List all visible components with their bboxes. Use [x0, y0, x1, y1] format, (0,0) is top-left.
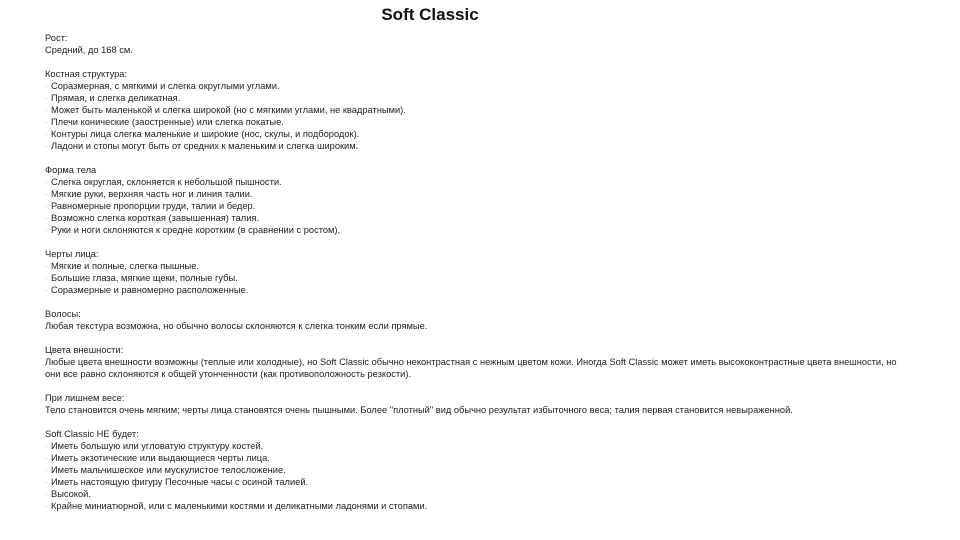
bullet-icon: · — [45, 213, 49, 223]
bullet-text: Равномерные пропорции груди, талии и бедер. — [51, 201, 256, 211]
bullet-item — [45, 176, 897, 188]
bullet-text: Плечи конические (заостренные) или слегка покатые. — [51, 117, 284, 127]
bullet-text: Иметь большую или угловатую структуру костей. — [51, 441, 264, 451]
section — [45, 32, 897, 56]
section-text: Любые цвета внешности возможны (теплые или холодные), но Soft Classic обычно неконтрастная с нежным цветом кожи. Иногда Soft Classic может иметь высококонтрастные цвета внешности, но — [45, 357, 897, 367]
section-heading: При лишнем весе: — [45, 393, 125, 403]
bullet-item — [45, 128, 897, 140]
bullet-item — [45, 260, 897, 272]
bullet-text: Руки и ноги склоняются к средне коротким (в сравнении с ростом). — [51, 225, 341, 235]
bullet-icon: · — [45, 453, 49, 463]
bullet-item — [45, 284, 897, 296]
bullet-item — [45, 92, 897, 104]
bullet-text: Мягкие и полные, слегка пышные. — [51, 261, 199, 271]
bullet-text: Иметь настоящую фигуру Песочные часы с осиной талией. — [51, 477, 309, 487]
bullet-text: Крайне миниатюрной, или с маленькими костями и деликатными ладонями и стопами. — [51, 501, 428, 511]
bullet-icon: · — [45, 201, 49, 211]
section-text: Любая текстура возможна, но обычно волосы склоняются к слегка тонким если прямые. — [45, 321, 428, 331]
section — [45, 428, 897, 512]
bullet-item — [45, 476, 897, 488]
bullet-icon: · — [45, 105, 49, 115]
bullet-icon: · — [45, 477, 49, 487]
bullet-text: Высокой. — [51, 489, 91, 499]
bullet-text: Иметь мальчишеское или мускулистое телосложение. — [51, 465, 286, 475]
bullet-item — [45, 212, 897, 224]
bullet-item — [45, 440, 897, 452]
bullet-icon: · — [45, 465, 49, 475]
section-text: Тело становится очень мягким; черты лица становятся очень пышными. Более "плотный" вид обычно результат избыточного веса; талия первая становится невыраженной. — [45, 405, 793, 415]
section — [45, 308, 897, 332]
bullet-text: Иметь экзотические или выдающиеся черты лица. — [51, 453, 270, 463]
bullet-item — [45, 464, 897, 476]
bullet-icon: · — [45, 285, 49, 295]
bullet-icon: · — [45, 129, 49, 139]
bullet-item — [45, 188, 897, 200]
section-text: Средний, до 168 см. — [45, 45, 133, 55]
page-title: Soft Classic — [381, 5, 479, 24]
bullet-icon: · — [45, 225, 49, 235]
bullet-icon: · — [45, 501, 49, 511]
bullet-icon: · — [45, 189, 49, 199]
bullet-text: Мягкие руки, верхняя часть ног и линия талии. — [51, 189, 253, 199]
bullet-item — [45, 104, 897, 116]
bullet-item — [45, 116, 897, 128]
bullet-text: Может быть маленькой и слегка широкой (но с мягкими углами, не квадратными). — [51, 105, 406, 115]
bullet-item — [45, 452, 897, 464]
bullet-icon: · — [45, 177, 49, 187]
section — [45, 248, 897, 296]
section-heading: Рост: — [45, 33, 68, 43]
section-heading: Черты лица: — [45, 249, 99, 259]
section-heading: Soft Classic НЕ будет: — [45, 429, 139, 439]
document-body — [45, 32, 897, 524]
bullet-item — [45, 200, 897, 212]
bullet-item — [45, 500, 897, 512]
bullet-icon: · — [45, 261, 49, 271]
bullet-icon: · — [45, 117, 49, 127]
bullet-text: Слегка округлая, склоняется к небольшой пышности. — [51, 177, 282, 187]
bullet-item — [45, 224, 897, 236]
section — [45, 392, 897, 416]
bullet-icon: · — [45, 273, 49, 283]
bullet-text: Соразмерная, с мягкими и слегка округлыми углами. — [51, 81, 280, 91]
bullet-icon: · — [45, 93, 49, 103]
bullet-text: Прямая, и слегка деликатная. — [51, 93, 181, 103]
bullet-icon: · — [45, 489, 49, 499]
bullet-icon: · — [45, 441, 49, 451]
bullet-item — [45, 140, 897, 152]
bullet-text: Ладони и стопы могут быть от средних к маленьким и слегка широким. — [51, 141, 359, 151]
bullet-item — [45, 80, 897, 92]
bullet-text: Соразмерные и равномерно расположенные. — [51, 285, 249, 295]
section — [45, 68, 897, 152]
section — [45, 164, 897, 236]
section-heading: Форма тела — [45, 165, 97, 175]
section-heading: Костная структура: — [45, 69, 128, 79]
bullet-item — [45, 272, 897, 284]
section-text: они все равно склоняются к общей утонченности (как противоположность резкости). — [45, 369, 412, 379]
bullet-text: Контуры лица слегка маленькие и широкие (нос, скулы, и подбородок). — [51, 129, 360, 139]
section-heading: Цвета внешности: — [45, 345, 124, 355]
bullet-icon: · — [45, 81, 49, 91]
section — [45, 344, 897, 380]
section-heading: Волосы: — [45, 309, 81, 319]
bullet-icon: · — [45, 141, 49, 151]
bullet-text: Большие глаза, мягкие щеки, полные губы. — [51, 273, 238, 283]
bullet-text: Возможно слегка короткая (завышенная) талия. — [51, 213, 260, 223]
bullet-item — [45, 488, 897, 500]
